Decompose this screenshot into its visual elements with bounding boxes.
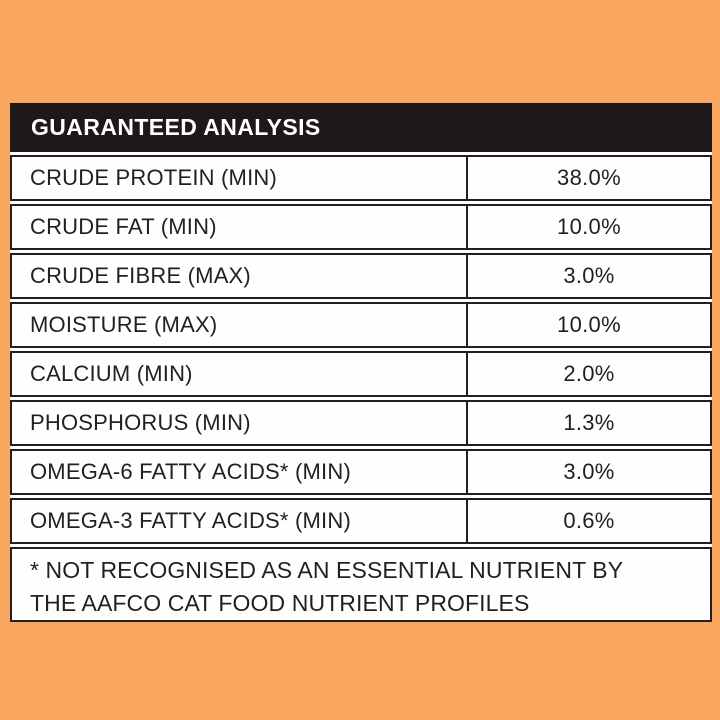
nutrient-value: 10.0% (557, 312, 621, 337)
nutrient-label: MOISTURE (MAX) (12, 304, 468, 346)
nutrient-value: 2.0% (563, 361, 615, 386)
nutrient-value: 3.0% (563, 263, 615, 288)
table-row-moisture (10, 302, 712, 348)
nutrient-label: OMEGA-6 FATTY ACIDS* (MIN) (12, 451, 468, 493)
table-row-calcium (10, 351, 712, 397)
nutrient-value: 3.0% (563, 459, 615, 484)
table-header-bar (10, 103, 712, 152)
nutrient-label: CALCIUM (MIN) (12, 353, 468, 395)
table-row-omega3 (10, 498, 712, 544)
nutrient-label: CRUDE FAT (MIN) (12, 206, 468, 248)
aafco-footnote (10, 547, 712, 622)
nutrient-value: 1.3% (563, 410, 615, 435)
table-row-crude-fat (10, 204, 712, 250)
nutrient-label: CRUDE PROTEIN (MIN) (12, 157, 468, 199)
nutrient-label: PHOSPHORUS (MIN) (12, 402, 468, 444)
nutrient-label: OMEGA-3 FATTY ACIDS* (MIN) (12, 500, 468, 542)
nutrient-label: CRUDE FIBRE (MAX) (12, 255, 468, 297)
footnote-line-1: * NOT RECOGNISED AS AN ESSENTIAL NUTRIENT BY (30, 557, 624, 583)
table-row-omega6 (10, 449, 712, 495)
footnote-line-2: THE AAFCO CAT FOOD NUTRIENT PROFILES (30, 590, 530, 616)
nutrient-value: 38.0% (557, 165, 621, 190)
table-row-crude-fibre (10, 253, 712, 299)
nutrient-value: 0.6% (563, 508, 615, 533)
table-row-phosphorus (10, 400, 712, 446)
guaranteed-analysis-panel (10, 103, 712, 621)
table-row-crude-protein (10, 155, 712, 201)
table-title: GUARANTEED ANALYSIS (31, 114, 321, 140)
nutrient-value: 10.0% (557, 214, 621, 239)
